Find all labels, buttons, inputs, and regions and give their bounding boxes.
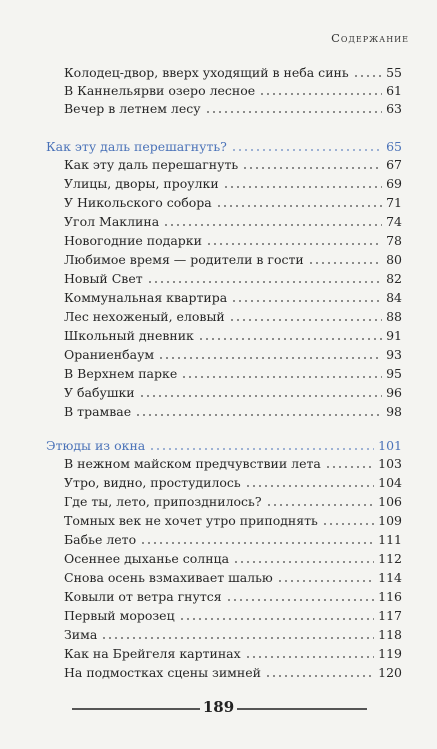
toc-entry-page: 88 <box>386 309 402 324</box>
dot-leader <box>245 646 374 658</box>
toc-entry <box>64 493 402 511</box>
dot-leader <box>231 290 382 302</box>
toc-entry-title: В Каннельярви озеро лесное <box>64 83 256 98</box>
dot-leader <box>266 494 375 506</box>
dot-leader <box>277 570 374 582</box>
toc-entry-title: Колодец-двор, вверх уходящий в неба синь <box>64 65 349 80</box>
page-footer <box>0 697 437 721</box>
toc-entry <box>64 270 402 288</box>
page-number: 189 <box>202 698 235 716</box>
dot-leader <box>245 475 374 487</box>
toc-entry <box>64 384 402 402</box>
toc-entry-page: 116 <box>378 589 402 604</box>
toc-entry-title: Новогодние подарки <box>64 233 202 248</box>
toc-entry-title: Бабье лето <box>64 532 137 547</box>
dot-leader <box>181 366 382 378</box>
toc-entry-title: Школьный дневник <box>64 328 194 343</box>
dot-leader <box>231 139 382 151</box>
toc-entry-title: В трамвае <box>64 404 132 419</box>
toc-entry-page: 120 <box>378 665 402 680</box>
toc-entry-title: Как на Брейгеля картинах <box>64 646 241 661</box>
toc-entry-page: 63 <box>386 101 402 116</box>
toc-entry-title: У Никольского собора <box>64 195 212 210</box>
toc-entry-title: Где ты, лето, припозднилось? <box>64 494 262 509</box>
toc-entry-title: У бабушки <box>64 385 135 400</box>
toc-entry <box>64 100 402 118</box>
dot-leader <box>205 101 382 113</box>
toc-entry-page: 112 <box>378 551 402 566</box>
toc-entry-page: 106 <box>378 494 402 509</box>
toc-entry-title: Осеннее дыханье солнца <box>64 551 230 566</box>
dot-leader <box>242 157 382 169</box>
footer-rule-left <box>72 708 200 710</box>
toc-entry-title: Новый Свет <box>64 271 143 286</box>
toc-entry-title: Снова осень взмахивает шалью <box>64 570 273 585</box>
dot-leader <box>149 438 374 450</box>
dot-leader <box>140 532 374 544</box>
dot-leader <box>233 551 374 563</box>
toc-entry-page: 67 <box>386 157 402 172</box>
toc-entry-page: 119 <box>378 646 402 661</box>
toc-entry-title: Томных век не хочет утро приподнять <box>64 513 318 528</box>
toc-entry-title: В нежном майском предчувствии лета <box>64 456 321 471</box>
toc-entry <box>64 455 402 473</box>
dot-leader <box>353 65 382 77</box>
toc-entry <box>64 289 402 307</box>
toc-entry <box>64 531 402 549</box>
toc-entry-title: Ковыли от ветра гнутся <box>64 589 222 604</box>
dot-leader <box>179 608 375 620</box>
dot-leader <box>229 309 382 321</box>
toc-section-title: Этюды из окна <box>46 438 146 453</box>
toc-entry <box>64 232 402 250</box>
toc-entry <box>64 512 402 530</box>
toc-section-heading <box>46 437 402 455</box>
dot-leader <box>147 271 382 283</box>
toc-entry-title: Ораниенбаум <box>64 347 155 362</box>
dot-leader <box>325 456 374 468</box>
toc-entry-page: 78 <box>386 233 402 248</box>
toc-entry <box>64 308 402 326</box>
toc-entry-title: Вечер в летнем лесу <box>64 101 201 116</box>
toc-entry <box>64 626 402 644</box>
toc-entry-title: На подмостках сцены зимней <box>64 665 261 680</box>
toc-entry <box>64 175 402 193</box>
toc-entry-title: Улицы, дворы, проулки <box>64 176 219 191</box>
toc-entry <box>64 403 402 421</box>
toc-entry <box>64 365 402 383</box>
toc-entry-page: 82 <box>386 271 402 286</box>
toc-entry-page: 103 <box>378 456 402 471</box>
toc-entry-page: 55 <box>386 65 402 80</box>
toc-entry-page: 69 <box>386 176 402 191</box>
toc-section-page: 101 <box>378 438 402 453</box>
toc-entry <box>64 194 402 212</box>
dot-leader <box>101 627 374 639</box>
toc-entry <box>64 474 402 492</box>
toc-entry-page: 80 <box>386 252 402 267</box>
dot-leader <box>259 83 382 95</box>
toc-entry-page: 111 <box>378 532 402 547</box>
toc-entry <box>64 64 402 82</box>
dot-leader <box>198 328 382 340</box>
dot-leader <box>206 233 382 245</box>
toc-entry <box>64 607 402 625</box>
dot-leader <box>322 513 374 525</box>
dot-leader <box>135 404 382 416</box>
toc-entry-title: Коммунальная квартира <box>64 290 228 305</box>
toc-section-heading <box>46 138 402 156</box>
dot-leader <box>223 176 382 188</box>
dot-leader <box>308 252 382 264</box>
toc-entry <box>64 251 402 269</box>
toc-entry-page: 84 <box>386 290 402 305</box>
toc-entry-title: Утро, видно, простудилось <box>64 475 241 490</box>
toc-entry-page: 104 <box>378 475 402 490</box>
toc-entry <box>64 82 402 100</box>
toc-entry-title: Как эту даль перешагнуть <box>64 157 239 172</box>
toc-entry-title: Зима <box>64 627 98 642</box>
toc-entry-title: Первый морозец <box>64 608 175 623</box>
toc-entry-page: 71 <box>386 195 402 210</box>
toc-entry-title: В Верхнем парке <box>64 366 178 381</box>
toc-entry-title: Любимое время — родители в гости <box>64 252 304 267</box>
toc-entry-page: 98 <box>386 404 402 419</box>
toc-entry <box>64 664 402 682</box>
toc-entry-page: 93 <box>386 347 402 362</box>
dot-leader <box>226 589 374 601</box>
toc-entry <box>64 588 402 606</box>
toc-entry-page: 91 <box>386 328 402 343</box>
toc-entry <box>64 327 402 345</box>
dot-leader <box>163 214 382 226</box>
toc-entry <box>64 346 402 364</box>
toc-entry <box>64 156 402 174</box>
toc-entry-page: 109 <box>378 513 402 528</box>
footer-rule-right <box>237 708 367 710</box>
toc-entry-page: 96 <box>386 385 402 400</box>
toc-entry-title: Лес нехоженый, еловый <box>64 309 225 324</box>
dot-leader <box>158 347 382 359</box>
toc-entry <box>64 569 402 587</box>
toc-entry <box>64 550 402 568</box>
toc-entry-page: 74 <box>386 214 402 229</box>
toc-entry <box>64 645 402 663</box>
toc-entry-page: 61 <box>386 83 402 98</box>
toc-entry-title: Угол Маклина <box>64 214 160 229</box>
toc-section-title: Как эту даль перешагнуть? <box>46 139 227 154</box>
dot-leader <box>216 195 382 207</box>
toc-entry-page: 114 <box>378 570 402 585</box>
toc-entry-page: 95 <box>386 366 402 381</box>
dot-leader <box>265 665 374 677</box>
running-head: Содержание <box>331 31 409 45</box>
toc-entry-page: 118 <box>378 627 402 642</box>
toc-section-page: 65 <box>386 139 402 154</box>
toc-entry-page: 117 <box>378 608 402 623</box>
toc-entry <box>64 213 402 231</box>
dot-leader <box>139 385 382 397</box>
